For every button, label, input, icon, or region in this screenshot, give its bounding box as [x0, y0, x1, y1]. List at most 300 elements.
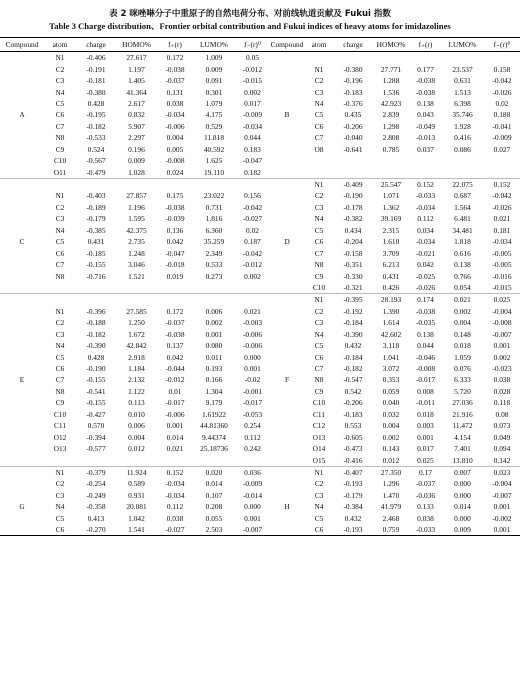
- col-header: Compound: [270, 38, 304, 52]
- table-cell: 0.175: [166, 191, 184, 201]
- table-cell: 2.297: [128, 133, 145, 143]
- table-cell: 25.547: [372, 178, 410, 190]
- table-cell: 11.472: [452, 421, 473, 431]
- table-cell: 5.907: [128, 121, 145, 131]
- table-cell: C5: [55, 237, 65, 247]
- table-row: [0, 270, 520, 281]
- table-cell: C6: [314, 352, 324, 362]
- table-cell: -0.179: [343, 490, 363, 500]
- table-row: [0, 109, 520, 120]
- table-cell: 0.524: [87, 144, 105, 154]
- table-cell: 0.242: [244, 444, 261, 454]
- table-cell: 1.042: [128, 513, 145, 523]
- table-cell: [157, 294, 193, 306]
- table-cell: 42.602: [380, 329, 402, 339]
- table-cell: 13.810: [452, 455, 473, 465]
- table-cell: -0.046: [415, 352, 436, 362]
- table-cell: C7: [55, 121, 65, 131]
- table-cell: -0.009: [492, 133, 512, 143]
- table-cell: -0.193: [343, 479, 363, 489]
- table-cell: -0.351: [343, 260, 363, 270]
- table-cell: C10: [312, 398, 326, 408]
- table-cell: N4: [314, 502, 324, 512]
- compound-cell: C: [19, 237, 25, 247]
- table-cell: -0.005: [492, 260, 512, 270]
- table-cell: -0.006: [242, 329, 263, 339]
- table-row: [0, 294, 520, 306]
- table-cell: -0.007: [492, 490, 512, 500]
- table-cell: -0.270: [76, 524, 116, 536]
- table-cell: 0.001: [166, 421, 184, 431]
- compound-cell: [0, 386, 44, 397]
- table-row: [0, 144, 520, 155]
- compound-cell: [0, 190, 44, 201]
- table-cell: C2: [314, 479, 324, 489]
- table-cell: 0.049: [493, 432, 511, 442]
- table-cell: C12: [312, 421, 326, 431]
- table-cell: -0.379: [76, 466, 116, 478]
- table-cell: 21.916: [452, 409, 473, 419]
- table-cell: C2: [55, 479, 65, 489]
- compound-cell: [270, 213, 304, 224]
- table-cell: C5: [55, 513, 65, 523]
- table-cell: 0.616: [454, 248, 471, 258]
- table-cell: -0.193: [334, 524, 372, 536]
- table-cell: -0.035: [415, 318, 436, 328]
- caption-chinese: 表 2 咪唑啉分子中重原子的自然电荷分布、对前线轨道贡献及 Fukui 指数: [109, 9, 391, 19]
- table-cell: 0.766: [454, 271, 471, 281]
- table-cell: 28.193: [372, 294, 410, 306]
- table-cell: 0.432: [344, 341, 362, 351]
- col-header: HOMO%: [116, 38, 157, 52]
- table-cell: -0.034: [415, 237, 436, 247]
- table-cell: 2.132: [128, 375, 145, 385]
- compound-cell: [270, 98, 304, 109]
- table-cell: -0.473: [343, 444, 363, 454]
- col-header: f₋(r)⁰: [235, 38, 270, 52]
- table-cell: 1.470: [382, 490, 400, 500]
- table-cell: 0.002: [493, 352, 511, 362]
- table-cell: 2.808: [382, 133, 400, 143]
- table-cell: 41.364: [126, 87, 147, 97]
- table-cell: 11.818: [203, 133, 225, 143]
- table-cell: 0.018: [417, 409, 434, 419]
- table-cell: 0.832: [128, 110, 145, 120]
- table-cell: 0.434: [344, 225, 362, 235]
- table-row: [0, 236, 520, 247]
- table-cell: N1: [304, 294, 334, 306]
- table-cell: 3.709: [382, 248, 400, 258]
- table-cell: -0.416: [343, 455, 363, 465]
- table-row: [0, 166, 520, 178]
- caption-english: Table 3 Charge distribution、Frontier orbital contribution and Fukui indices of heavy atoms for imidazolines: [49, 21, 451, 31]
- table-cell: -0.394: [86, 432, 106, 442]
- table-cell: 1.595: [128, 214, 145, 224]
- table-cell: 1.041: [382, 352, 400, 362]
- table-cell: 1.928: [454, 121, 471, 131]
- table-cell: 0.017: [244, 98, 261, 108]
- table-cell: 1.625: [205, 156, 223, 166]
- table-cell: O11: [53, 167, 67, 177]
- table-cell: 0.172: [166, 53, 184, 63]
- table-cell: C5: [55, 352, 65, 362]
- table-cell: 0.05: [246, 53, 259, 63]
- table-cell: 1.079: [205, 98, 223, 108]
- table-cell: -0.036: [415, 490, 436, 500]
- table-cell: -0.605: [343, 432, 363, 442]
- table-cell: N4: [55, 87, 65, 97]
- table-cell: 0.152: [484, 178, 520, 190]
- compound-cell: [270, 443, 304, 454]
- table-cell: 0.010: [128, 409, 145, 419]
- compound-cell: E: [19, 375, 25, 385]
- table-cell: 0.166: [205, 375, 223, 385]
- table-cell: 3.046: [128, 260, 145, 270]
- table-cell: -0.038: [165, 202, 185, 212]
- table-cell: -0.049: [415, 121, 436, 131]
- table-cell: -0.007: [492, 329, 512, 339]
- table-cell: -0.012: [242, 260, 263, 270]
- compound-cell: [270, 431, 304, 442]
- compound-cell: [0, 166, 44, 178]
- table-cell: C5: [314, 341, 324, 351]
- table-cell: -0.196: [343, 76, 363, 86]
- compound-cell: [0, 247, 44, 258]
- table-cell: O8: [314, 144, 324, 154]
- table-cell: -0.184: [343, 318, 363, 328]
- table-cell: 2.735: [128, 237, 145, 247]
- table-cell: -0.547: [343, 375, 363, 385]
- table-cell: 0.431: [87, 237, 105, 247]
- table-cell: -0.039: [165, 214, 185, 224]
- compound-cell: [270, 524, 304, 536]
- col-header: f₊(r): [157, 38, 193, 52]
- compound-cell: [0, 524, 44, 536]
- table-cell: 0.038: [417, 513, 434, 523]
- table-cell: [116, 282, 157, 294]
- table-cell: C6: [44, 524, 76, 536]
- compound-cell: D: [284, 237, 290, 247]
- table-cell: 4.154: [454, 432, 471, 442]
- table-cell: 1.610: [382, 237, 400, 247]
- table-row: [0, 52, 520, 64]
- table-cell: 0.080: [205, 341, 223, 351]
- table-cell: 0.005: [166, 144, 184, 154]
- compound-cell: [270, 351, 304, 362]
- table-cell: 0.112: [417, 214, 434, 224]
- table-cell: 23.022: [203, 191, 225, 201]
- table-cell: 1.541: [116, 524, 157, 536]
- table-cell: 2.468: [382, 513, 400, 523]
- table-body: [0, 52, 520, 536]
- table-row: [0, 225, 520, 236]
- compound-cell: [0, 98, 44, 109]
- table-cell: 1.61922: [201, 409, 227, 419]
- table-cell: 35.746: [452, 110, 473, 120]
- compound-cell: F: [284, 375, 290, 385]
- table-cell: 0.002: [205, 318, 223, 328]
- table-cell: -0.004: [492, 479, 512, 489]
- table-cell: -0.015: [492, 282, 512, 292]
- table-cell: 0.533: [205, 260, 223, 270]
- table-cell: 0.174: [410, 294, 441, 306]
- table-cell: [235, 178, 270, 190]
- table-cell: 1.390: [382, 306, 400, 316]
- table-cell: 0.094: [493, 444, 511, 454]
- table-cell: C2: [314, 306, 324, 316]
- table-cell: C3: [314, 87, 324, 97]
- table-cell: 0.107: [205, 490, 223, 500]
- table-cell: 0.042: [166, 352, 184, 362]
- table-cell: 1.816: [205, 214, 223, 224]
- fukui-table: [0, 37, 520, 536]
- compound-cell: [0, 282, 44, 294]
- table-cell: [76, 454, 116, 466]
- table-cell: [235, 282, 270, 294]
- table-cell: 0.553: [344, 421, 362, 431]
- table-row: [0, 98, 520, 109]
- compound-cell: [0, 63, 44, 74]
- compound-cell: [270, 63, 304, 74]
- table-cell: [441, 166, 484, 178]
- table-cell: C3: [314, 202, 324, 212]
- compound-cell: [0, 178, 44, 190]
- table-cell: N1: [55, 53, 65, 63]
- compound-cell: [270, 306, 304, 317]
- table-cell: 0.931: [128, 490, 145, 500]
- compound-cell: [0, 75, 44, 86]
- table-cell: 1.122: [128, 386, 145, 396]
- table-cell: 27.350: [372, 466, 410, 478]
- compound-cell: [0, 225, 44, 236]
- col-header: charge: [334, 38, 372, 52]
- table-cell: 0.142: [493, 455, 511, 465]
- table-cell: 0.118: [493, 398, 511, 408]
- table-cell: 0.002: [244, 87, 261, 97]
- compound-cell: [0, 443, 44, 454]
- table-cell: 0.17: [410, 466, 441, 478]
- table-cell: [410, 166, 441, 178]
- table-cell: C5: [314, 513, 324, 523]
- table-cell: 0.040: [382, 398, 400, 408]
- table-row: [0, 190, 520, 201]
- table-cell: -0.641: [343, 144, 363, 154]
- table-cell: [441, 155, 484, 166]
- table-cell: 0.426: [382, 282, 400, 292]
- table-cell: 1.071: [382, 191, 400, 201]
- table-cell: -0.479: [86, 167, 106, 177]
- compound-cell: [0, 317, 44, 328]
- table-cell: -0.018: [165, 260, 185, 270]
- compound-cell: [0, 513, 44, 524]
- table-cell: 1.536: [382, 87, 400, 97]
- table-cell: 0.001: [205, 329, 223, 339]
- table-cell: -0.009: [242, 110, 263, 120]
- table-row: [0, 524, 520, 536]
- table-cell: -0.155: [86, 398, 106, 408]
- table-cell: O14: [312, 444, 326, 454]
- table-cell: N1: [304, 178, 334, 190]
- table-cell: -0.206: [343, 121, 363, 131]
- table-row: [0, 259, 520, 270]
- table-cell: -0.191: [86, 64, 106, 74]
- table-cell: -0.190: [343, 191, 363, 201]
- table-cell: 0.004: [454, 318, 471, 328]
- table-cell: 0.172: [166, 306, 184, 316]
- table-cell: [372, 155, 410, 166]
- table-row: [0, 86, 520, 97]
- table-cell: 0.301: [205, 87, 223, 97]
- table-cell: -0.023: [492, 364, 512, 374]
- compound-cell: [270, 490, 304, 501]
- table-cell: [157, 454, 193, 466]
- table-cell: 0.131: [166, 87, 184, 97]
- table-cell: 0.208: [205, 502, 223, 512]
- table-cell: 0.002: [382, 432, 400, 442]
- table-cell: 22.075: [441, 178, 484, 190]
- table-cell: -0.396: [86, 306, 106, 316]
- compound-cell: [270, 247, 304, 258]
- compound-cell: [0, 155, 44, 166]
- table-cell: -0.190: [86, 364, 106, 374]
- table-cell: [484, 155, 520, 166]
- table-cell: C9: [55, 144, 65, 154]
- table-cell: 0.000: [244, 352, 261, 362]
- table-cell: 0.148: [454, 329, 471, 339]
- table-cell: -0.321: [343, 282, 363, 292]
- table-cell: 0.001: [484, 524, 520, 536]
- table-cell: -0.017: [415, 375, 436, 385]
- table-cell: 1.288: [382, 76, 400, 86]
- compound-cell: [270, 329, 304, 340]
- table-cell: 0.631: [454, 76, 471, 86]
- compound-cell: [0, 490, 44, 501]
- table-cell: -0.012: [242, 64, 263, 74]
- table-cell: 0.254: [244, 421, 261, 431]
- table-cell: 0.073: [493, 421, 511, 431]
- table-cell: C2: [55, 318, 65, 328]
- table-cell: 0.059: [382, 386, 400, 396]
- table-cell: -0.037: [165, 76, 185, 86]
- table-cell: 1.296: [382, 479, 400, 489]
- table-cell: 0.413: [87, 513, 105, 523]
- table-row: [0, 420, 520, 431]
- table-cell: 0.003: [417, 421, 434, 431]
- table-cell: 0.042: [417, 260, 434, 270]
- table-cell: 2.349: [205, 248, 223, 258]
- table-cell: 1.197: [128, 64, 145, 74]
- table-cell: C11: [312, 409, 326, 419]
- table-cell: 0.000: [454, 490, 471, 500]
- table-cell: C10: [312, 282, 326, 292]
- table-cell: -0.001: [242, 386, 263, 396]
- table-row: [0, 397, 520, 408]
- table-cell: [304, 52, 334, 64]
- table-cell: 0.731: [205, 202, 223, 212]
- table-cell: 0.004: [166, 133, 184, 143]
- table-cell: C6: [314, 121, 324, 131]
- table-cell: [157, 178, 193, 190]
- table-cell: N4: [314, 214, 324, 224]
- table-cell: -0.155: [86, 375, 106, 385]
- table-cell: C6: [314, 237, 324, 247]
- table-cell: [334, 52, 372, 64]
- table-row: [0, 454, 520, 466]
- table-cell: -0.189: [86, 202, 106, 212]
- compound-cell: [0, 144, 44, 155]
- table-cell: 0.038: [166, 513, 184, 523]
- compound-cell: [270, 121, 304, 132]
- table-cell: 6.398: [454, 98, 471, 108]
- table-row: [0, 213, 520, 224]
- table-cell: -0.385: [86, 225, 106, 235]
- table-cell: -0.034: [242, 121, 263, 131]
- table-cell: -0.012: [165, 375, 185, 385]
- table-cell: 0.036: [235, 466, 270, 478]
- table-cell: 0.000: [454, 479, 471, 489]
- table-cell: 3.118: [382, 341, 400, 351]
- table-row: [0, 282, 520, 294]
- table-cell: 0.143: [382, 444, 400, 454]
- table-cell: 6.481: [454, 214, 471, 224]
- table-cell: 0.038: [493, 375, 511, 385]
- table-cell: C7: [314, 133, 324, 143]
- table-cell: -0.008: [415, 364, 436, 374]
- table-row: [0, 351, 520, 362]
- compound-cell: [270, 409, 304, 420]
- table-cell: [193, 454, 235, 466]
- compound-cell: [0, 259, 44, 270]
- table-cell: N4: [314, 329, 324, 339]
- table-cell: 0.759: [372, 524, 410, 536]
- compound-cell: [0, 431, 44, 442]
- col-header: f₋(r)⁰: [484, 38, 520, 52]
- table-cell: -0.178: [343, 202, 363, 212]
- table-cell: 0.431: [382, 271, 400, 281]
- table-cell: -0.011: [416, 398, 435, 408]
- compound-cell: [0, 420, 44, 431]
- table-row: [0, 202, 520, 213]
- table-cell: -0.009: [242, 479, 263, 489]
- compound-cell: G: [19, 502, 25, 512]
- table-cell: -0.192: [343, 306, 363, 316]
- col-header: LUMO%: [193, 38, 235, 52]
- table-cell: N4: [314, 98, 324, 108]
- table-cell: -0.027: [157, 524, 193, 536]
- table-cell: 0.001: [417, 432, 434, 442]
- table-cell: 9.179: [205, 398, 223, 408]
- table-cell: -0.015: [242, 76, 263, 86]
- table-cell: -0.034: [165, 110, 185, 120]
- compound-cell: [0, 270, 44, 281]
- table-cell: -0.026: [415, 282, 436, 292]
- table-cell: 0.027: [493, 144, 511, 154]
- compound-cell: [270, 202, 304, 213]
- table-cell: -0.182: [343, 364, 363, 374]
- table-cell: N8: [55, 386, 65, 396]
- table-cell: 6.213: [382, 260, 400, 270]
- table-cell: -0.034: [165, 479, 185, 489]
- table-cell: N1: [55, 191, 65, 201]
- table-cell: -0.007: [235, 524, 270, 536]
- table-cell: -0.188: [86, 318, 106, 328]
- table-cell: [235, 294, 270, 306]
- table-cell: 0.009: [128, 156, 145, 166]
- table-cell: 1.298: [382, 121, 400, 131]
- table-cell: [44, 282, 76, 294]
- compound-cell: [0, 466, 44, 478]
- table-cell: 0.193: [205, 364, 223, 374]
